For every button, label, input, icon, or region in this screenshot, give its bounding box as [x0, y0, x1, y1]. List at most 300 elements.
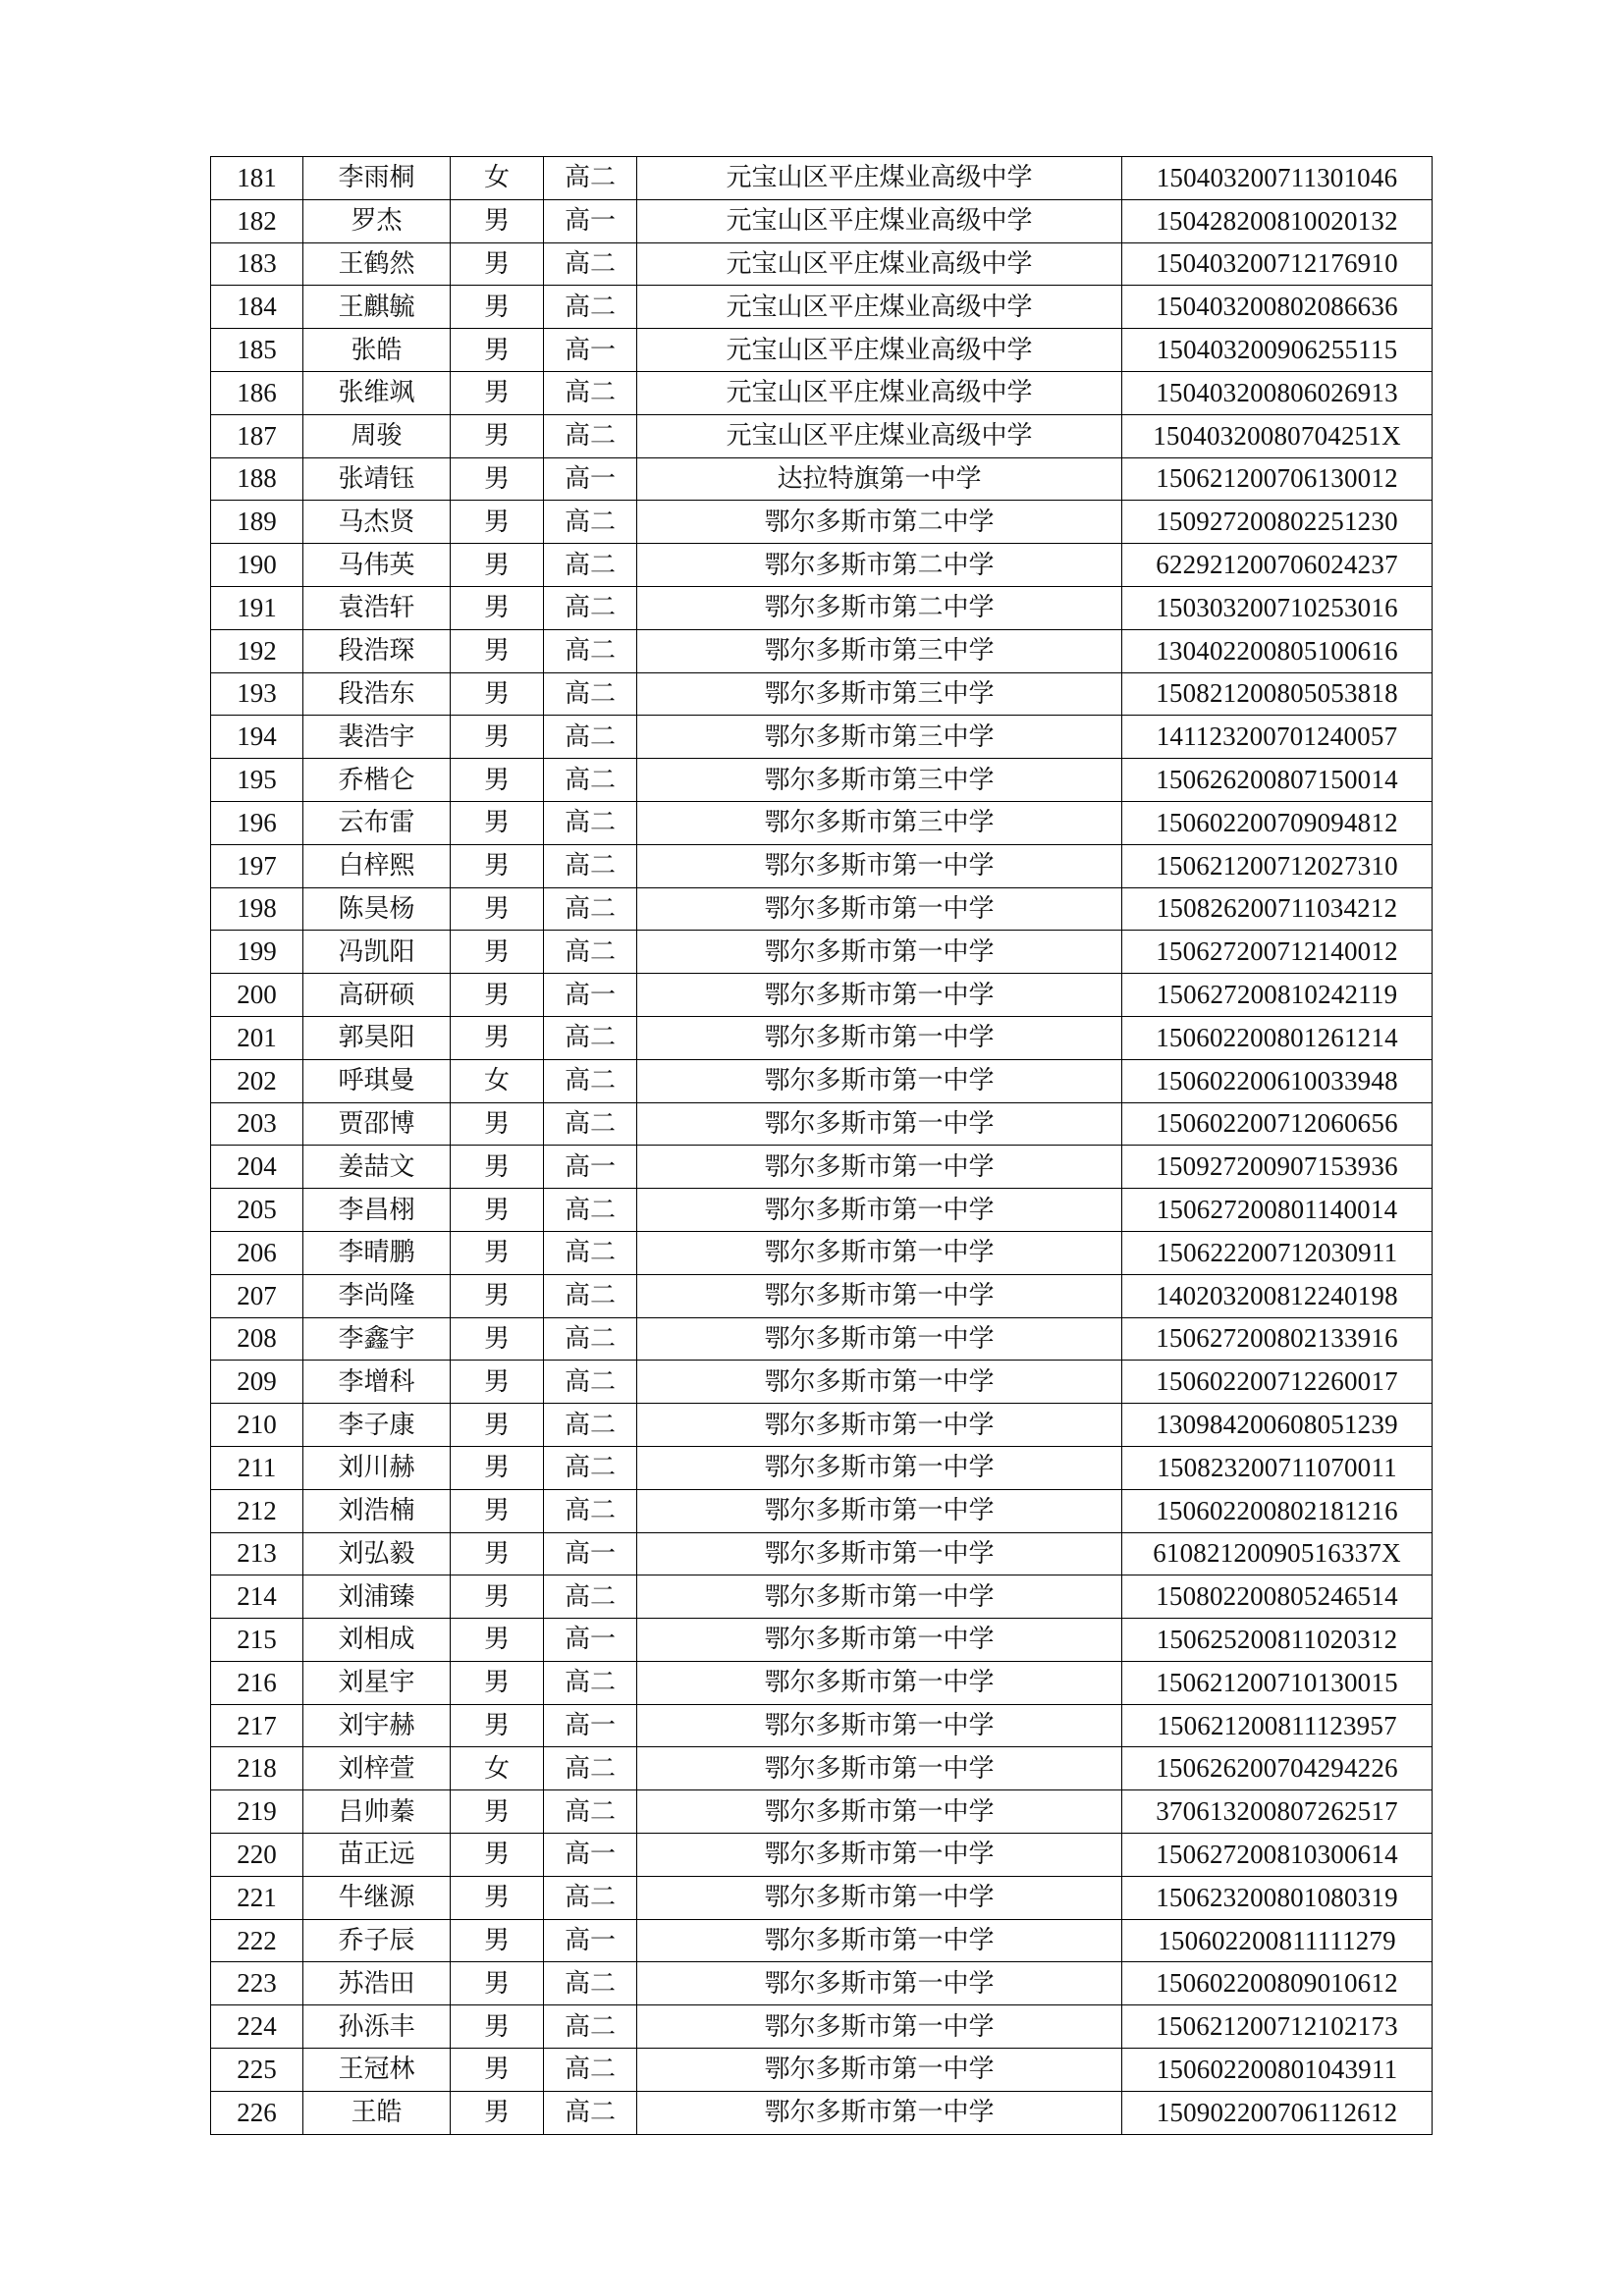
gender: 男: [451, 1231, 544, 1274]
gender: 男: [451, 629, 544, 672]
id-number: 150627200810300614: [1122, 1834, 1433, 1877]
row-number: 216: [211, 1661, 303, 1704]
gender: 男: [451, 286, 544, 329]
row-number: 222: [211, 1919, 303, 1962]
id-number: 150602200809010612: [1122, 1962, 1433, 2005]
id-number: 141123200701240057: [1122, 716, 1433, 759]
grade: 高一: [544, 457, 637, 501]
gender: 男: [451, 1704, 544, 1747]
row-number: 206: [211, 1231, 303, 1274]
id-number: 150626200807150014: [1122, 759, 1433, 802]
table-row: [211, 1575, 1433, 1619]
student-name: 罗杰: [303, 199, 451, 242]
grade: 高二: [544, 1962, 637, 2005]
id-number: 622921200706024237: [1122, 544, 1433, 587]
grade: 高二: [544, 1231, 637, 1274]
row-number: 198: [211, 887, 303, 931]
student-name: 李雨桐: [303, 157, 451, 200]
row-number: 213: [211, 1532, 303, 1575]
table-row: [211, 457, 1433, 501]
row-number: 208: [211, 1317, 303, 1361]
table-row: [211, 2005, 1433, 2049]
gender: 男: [451, 1575, 544, 1619]
row-number: 221: [211, 1876, 303, 1919]
table-row: [211, 1361, 1433, 1404]
school-name: 鄂尔多斯市第一中学: [637, 1016, 1122, 1059]
table-row: [211, 586, 1433, 629]
grade: 高二: [544, 1016, 637, 1059]
gender: 女: [451, 157, 544, 200]
grade: 高二: [544, 1404, 637, 1447]
id-number: 150927200802251230: [1122, 501, 1433, 544]
gender: 男: [451, 242, 544, 286]
student-name: 李尚隆: [303, 1274, 451, 1317]
row-number: 209: [211, 1361, 303, 1404]
id-number: 150627200712140012: [1122, 931, 1433, 974]
gender: 男: [451, 2091, 544, 2134]
grade: 高一: [544, 199, 637, 242]
id-number: 130402200805100616: [1122, 629, 1433, 672]
row-number: 219: [211, 1790, 303, 1834]
grade: 高二: [544, 1489, 637, 1532]
row-number: 185: [211, 329, 303, 372]
grade: 高二: [544, 544, 637, 587]
school-name: 元宝山区平庄煤业高级中学: [637, 199, 1122, 242]
gender: 男: [451, 586, 544, 629]
school-name: 鄂尔多斯市第一中学: [637, 2049, 1122, 2092]
grade: 高二: [544, 931, 637, 974]
school-name: 鄂尔多斯市第一中学: [637, 1146, 1122, 1189]
school-name: 鄂尔多斯市第一中学: [637, 1317, 1122, 1361]
grade: 高二: [544, 1317, 637, 1361]
row-number: 190: [211, 544, 303, 587]
id-number: 150602200811111279: [1122, 1919, 1433, 1962]
school-name: 鄂尔多斯市第一中学: [637, 1231, 1122, 1274]
table-row: [211, 1231, 1433, 1274]
table-row: [211, 1619, 1433, 1662]
row-number: 191: [211, 586, 303, 629]
gender: 男: [451, 2049, 544, 2092]
row-number: 194: [211, 716, 303, 759]
id-number: 150927200907153936: [1122, 1146, 1433, 1189]
row-number: 225: [211, 2049, 303, 2092]
student-name: 贾邵博: [303, 1102, 451, 1146]
table-row: [211, 1404, 1433, 1447]
row-number: 200: [211, 974, 303, 1017]
student-name: 乔子辰: [303, 1919, 451, 1962]
row-number: 217: [211, 1704, 303, 1747]
table-row: [211, 1489, 1433, 1532]
grade: 高二: [544, 1446, 637, 1489]
table-row: [211, 242, 1433, 286]
table-row: [211, 414, 1433, 457]
id-number: 150303200710253016: [1122, 586, 1433, 629]
id-number: 150802200805246514: [1122, 1575, 1433, 1619]
grade: 高一: [544, 1704, 637, 1747]
gender: 男: [451, 1876, 544, 1919]
id-number: 150622200712030911: [1122, 1231, 1433, 1274]
student-name: 高研硕: [303, 974, 451, 1017]
school-name: 鄂尔多斯市第一中学: [637, 1489, 1122, 1532]
gender: 男: [451, 801, 544, 844]
table-row: [211, 716, 1433, 759]
grade: 高一: [544, 1146, 637, 1189]
id-number: 150602200709094812: [1122, 801, 1433, 844]
row-number: 226: [211, 2091, 303, 2134]
student-name: 李子康: [303, 1404, 451, 1447]
school-name: 鄂尔多斯市第一中学: [637, 887, 1122, 931]
row-number: 186: [211, 371, 303, 414]
row-number: 197: [211, 844, 303, 887]
grade: 高二: [544, 1575, 637, 1619]
school-name: 鄂尔多斯市第二中学: [637, 544, 1122, 587]
gender: 男: [451, 544, 544, 587]
id-number: 150403200806026913: [1122, 371, 1433, 414]
school-name: 元宝山区平庄煤业高级中学: [637, 157, 1122, 200]
id-number: 61082120090516337X: [1122, 1532, 1433, 1575]
gender: 男: [451, 1317, 544, 1361]
grade: 高一: [544, 1834, 637, 1877]
id-number: 150403200802086636: [1122, 286, 1433, 329]
table-row: [211, 1102, 1433, 1146]
grade: 高二: [544, 501, 637, 544]
grade: 高二: [544, 672, 637, 716]
gender: 男: [451, 1274, 544, 1317]
gender: 男: [451, 716, 544, 759]
gender: 男: [451, 1619, 544, 1662]
school-name: 鄂尔多斯市第一中学: [637, 1704, 1122, 1747]
gender: 男: [451, 1102, 544, 1146]
student-name: 呼琪曼: [303, 1059, 451, 1102]
student-name: 乔楷仑: [303, 759, 451, 802]
id-number: 150621200712102173: [1122, 2005, 1433, 2049]
school-name: 鄂尔多斯市第一中学: [637, 1575, 1122, 1619]
id-number: 15040320080704251X: [1122, 414, 1433, 457]
id-number: 150621200710130015: [1122, 1661, 1433, 1704]
grade: 高二: [544, 1747, 637, 1790]
gender: 男: [451, 1446, 544, 1489]
row-number: 210: [211, 1404, 303, 1447]
gender: 男: [451, 2005, 544, 2049]
gender: 男: [451, 931, 544, 974]
table-row: [211, 286, 1433, 329]
school-name: 鄂尔多斯市第三中学: [637, 629, 1122, 672]
gender: 男: [451, 887, 544, 931]
gender: 男: [451, 1361, 544, 1404]
gender: 男: [451, 974, 544, 1017]
student-name: 郭昊阳: [303, 1016, 451, 1059]
school-name: 鄂尔多斯市第一中学: [637, 931, 1122, 974]
row-number: 188: [211, 457, 303, 501]
grade: 高二: [544, 2091, 637, 2134]
id-number: 150602200801043911: [1122, 2049, 1433, 2092]
gender: 男: [451, 1962, 544, 2005]
table-row: [211, 1146, 1433, 1189]
grade: 高二: [544, 2049, 637, 2092]
id-number: 370613200807262517: [1122, 1790, 1433, 1834]
school-name: 元宝山区平庄煤业高级中学: [637, 414, 1122, 457]
id-number: 150602200712060656: [1122, 1102, 1433, 1146]
grade: 高二: [544, 1790, 637, 1834]
gender: 男: [451, 1016, 544, 1059]
row-number: 204: [211, 1146, 303, 1189]
row-number: 218: [211, 1747, 303, 1790]
row-number: 189: [211, 501, 303, 544]
student-name: 裴浩宇: [303, 716, 451, 759]
id-number: 150627200810242119: [1122, 974, 1433, 1017]
row-number: 203: [211, 1102, 303, 1146]
id-number: 150826200711034212: [1122, 887, 1433, 931]
row-number: 181: [211, 157, 303, 200]
gender: 男: [451, 371, 544, 414]
school-name: 鄂尔多斯市第一中学: [637, 2091, 1122, 2134]
id-number: 150821200805053818: [1122, 672, 1433, 716]
grade: 高一: [544, 1919, 637, 1962]
grade: 高二: [544, 629, 637, 672]
table-row: [211, 157, 1433, 200]
gender: 男: [451, 199, 544, 242]
gender: 女: [451, 1747, 544, 1790]
grade: 高二: [544, 1274, 637, 1317]
student-name: 李增科: [303, 1361, 451, 1404]
student-name: 王皓: [303, 2091, 451, 2134]
student-name: 刘弘毅: [303, 1532, 451, 1575]
row-number: 205: [211, 1189, 303, 1232]
id-number: 150625200811020312: [1122, 1619, 1433, 1662]
school-name: 鄂尔多斯市第一中学: [637, 1361, 1122, 1404]
grade: 高二: [544, 1361, 637, 1404]
school-name: 鄂尔多斯市第一中学: [637, 1619, 1122, 1662]
school-name: 鄂尔多斯市第三中学: [637, 759, 1122, 802]
row-number: 187: [211, 414, 303, 457]
table-row: [211, 1532, 1433, 1575]
row-number: 183: [211, 242, 303, 286]
row-number: 223: [211, 1962, 303, 2005]
table-row: [211, 1747, 1433, 1790]
table-row: [211, 1834, 1433, 1877]
student-name: 苗正远: [303, 1834, 451, 1877]
student-name: 苏浩田: [303, 1962, 451, 2005]
id-number: 150627200802133916: [1122, 1317, 1433, 1361]
student-name: 云布雷: [303, 801, 451, 844]
grade: 高二: [544, 1661, 637, 1704]
student-name: 刘浩楠: [303, 1489, 451, 1532]
student-name: 姜喆文: [303, 1146, 451, 1189]
id-number: 150621200712027310: [1122, 844, 1433, 887]
grade: 高二: [544, 286, 637, 329]
table-row: [211, 1876, 1433, 1919]
school-name: 鄂尔多斯市第三中学: [637, 801, 1122, 844]
table-row: [211, 371, 1433, 414]
student-name: 李鑫宇: [303, 1317, 451, 1361]
student-name: 袁浩轩: [303, 586, 451, 629]
student-name: 牛继源: [303, 1876, 451, 1919]
table-row: [211, 1016, 1433, 1059]
gender: 男: [451, 759, 544, 802]
id-number: 150623200801080319: [1122, 1876, 1433, 1919]
id-number: 150403200712176910: [1122, 242, 1433, 286]
school-name: 鄂尔多斯市第二中学: [637, 501, 1122, 544]
gender: 男: [451, 414, 544, 457]
gender: 男: [451, 329, 544, 372]
grade: 高二: [544, 242, 637, 286]
row-number: 192: [211, 629, 303, 672]
gender: 男: [451, 1532, 544, 1575]
student-name: 周骏: [303, 414, 451, 457]
gender: 男: [451, 1834, 544, 1877]
row-number: 202: [211, 1059, 303, 1102]
table-row: [211, 887, 1433, 931]
table-row: [211, 974, 1433, 1017]
grade: 高一: [544, 1619, 637, 1662]
id-number: 150626200704294226: [1122, 1747, 1433, 1790]
student-name: 张靖钰: [303, 457, 451, 501]
grade: 高二: [544, 1059, 637, 1102]
school-name: 鄂尔多斯市第一中学: [637, 1189, 1122, 1232]
student-name: 段浩琛: [303, 629, 451, 672]
table-row: [211, 1317, 1433, 1361]
student-name: 王鹤然: [303, 242, 451, 286]
grade: 高二: [544, 1102, 637, 1146]
student-name: 刘梓萱: [303, 1747, 451, 1790]
table-row: [211, 1790, 1433, 1834]
table-row: [211, 1446, 1433, 1489]
school-name: 鄂尔多斯市第一中学: [637, 974, 1122, 1017]
grade: 高二: [544, 801, 637, 844]
school-name: 鄂尔多斯市第三中学: [637, 716, 1122, 759]
gender: 男: [451, 1790, 544, 1834]
gender: 男: [451, 501, 544, 544]
table-row: [211, 2049, 1433, 2092]
school-name: 鄂尔多斯市第一中学: [637, 1790, 1122, 1834]
roster-body: [211, 157, 1433, 2135]
id-number: 150823200711070011: [1122, 1446, 1433, 1489]
school-name: 鄂尔多斯市第一中学: [637, 1661, 1122, 1704]
table-row: [211, 1274, 1433, 1317]
row-number: 199: [211, 931, 303, 974]
grade: 高二: [544, 844, 637, 887]
table-row: [211, 329, 1433, 372]
student-name: 李昌栩: [303, 1189, 451, 1232]
student-name: 王冠林: [303, 2049, 451, 2092]
school-name: 元宝山区平庄煤业高级中学: [637, 371, 1122, 414]
student-name: 马伟英: [303, 544, 451, 587]
student-name: 冯凯阳: [303, 931, 451, 974]
table-row: [211, 2091, 1433, 2134]
school-name: 元宝山区平庄煤业高级中学: [637, 242, 1122, 286]
table-row: [211, 501, 1433, 544]
id-number: 150602200802181216: [1122, 1489, 1433, 1532]
school-name: 元宝山区平庄煤业高级中学: [637, 286, 1122, 329]
gender: 男: [451, 1189, 544, 1232]
gender: 男: [451, 844, 544, 887]
gender: 男: [451, 1489, 544, 1532]
row-number: 212: [211, 1489, 303, 1532]
school-name: 鄂尔多斯市第一中学: [637, 1102, 1122, 1146]
school-name: 鄂尔多斯市第一中学: [637, 1446, 1122, 1489]
row-number: 182: [211, 199, 303, 242]
school-name: 鄂尔多斯市第二中学: [637, 586, 1122, 629]
school-name: 鄂尔多斯市第一中学: [637, 1747, 1122, 1790]
table-row: [211, 199, 1433, 242]
school-name: 鄂尔多斯市第一中学: [637, 1532, 1122, 1575]
school-name: 达拉特旗第一中学: [637, 457, 1122, 501]
gender: 男: [451, 1661, 544, 1704]
id-number: 150403200906255115: [1122, 329, 1433, 372]
row-number: 201: [211, 1016, 303, 1059]
row-number: 193: [211, 672, 303, 716]
table-row: [211, 1661, 1433, 1704]
gender: 男: [451, 1919, 544, 1962]
id-number: 150602200801261214: [1122, 1016, 1433, 1059]
table-row: [211, 931, 1433, 974]
row-number: 214: [211, 1575, 303, 1619]
student-name: 刘相成: [303, 1619, 451, 1662]
student-name: 刘宇赫: [303, 1704, 451, 1747]
gender: 女: [451, 1059, 544, 1102]
grade: 高二: [544, 1876, 637, 1919]
student-name: 陈昊杨: [303, 887, 451, 931]
school-name: 鄂尔多斯市第一中学: [637, 1404, 1122, 1447]
grade: 高一: [544, 1532, 637, 1575]
student-name: 刘星宇: [303, 1661, 451, 1704]
row-number: 184: [211, 286, 303, 329]
id-number: 130984200608051239: [1122, 1404, 1433, 1447]
table-row: [211, 544, 1433, 587]
grade: 高二: [544, 1189, 637, 1232]
student-name: 刘川赫: [303, 1446, 451, 1489]
table-row: [211, 1189, 1433, 1232]
row-number: 215: [211, 1619, 303, 1662]
gender: 男: [451, 457, 544, 501]
row-number: 224: [211, 2005, 303, 2049]
table-row: [211, 844, 1433, 887]
student-name: 张皓: [303, 329, 451, 372]
student-name: 孙泺丰: [303, 2005, 451, 2049]
table-row: [211, 801, 1433, 844]
grade: 高二: [544, 371, 637, 414]
table-row: [211, 759, 1433, 802]
grade: 高一: [544, 974, 637, 1017]
table-row: [211, 1059, 1433, 1102]
row-number: 195: [211, 759, 303, 802]
school-name: 鄂尔多斯市第一中学: [637, 1919, 1122, 1962]
row-number: 220: [211, 1834, 303, 1877]
student-name: 马杰贤: [303, 501, 451, 544]
school-name: 鄂尔多斯市第一中学: [637, 844, 1122, 887]
school-name: 鄂尔多斯市第一中学: [637, 1876, 1122, 1919]
id-number: 140203200812240198: [1122, 1274, 1433, 1317]
student-name: 张维飒: [303, 371, 451, 414]
student-name: 李晴鹏: [303, 1231, 451, 1274]
school-name: 鄂尔多斯市第一中学: [637, 1274, 1122, 1317]
table-row: [211, 672, 1433, 716]
school-name: 元宝山区平庄煤业高级中学: [637, 329, 1122, 372]
student-name: 白梓熙: [303, 844, 451, 887]
id-number: 150403200711301046: [1122, 157, 1433, 200]
id-number: 150627200801140014: [1122, 1189, 1433, 1232]
grade: 高二: [544, 414, 637, 457]
table-row: [211, 1919, 1433, 1962]
student-name: 王麒毓: [303, 286, 451, 329]
school-name: 鄂尔多斯市第一中学: [637, 2005, 1122, 2049]
id-number: 150602200610033948: [1122, 1059, 1433, 1102]
gender: 男: [451, 1404, 544, 1447]
school-name: 鄂尔多斯市第一中学: [637, 1059, 1122, 1102]
row-number: 211: [211, 1446, 303, 1489]
school-name: 鄂尔多斯市第三中学: [637, 672, 1122, 716]
grade: 高二: [544, 586, 637, 629]
